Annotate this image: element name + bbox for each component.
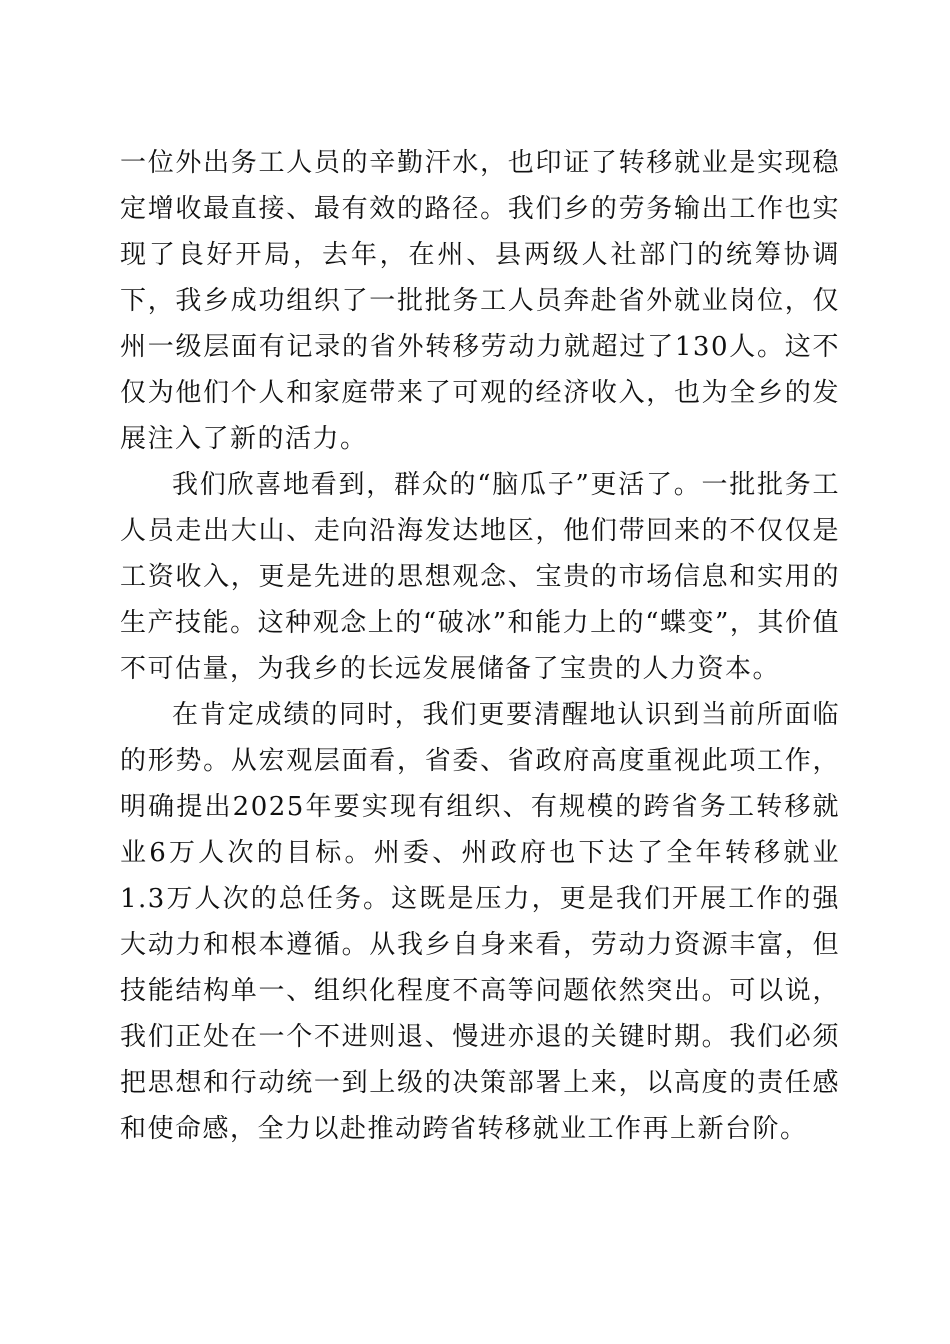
paragraph-migrant-workers-mindset: 我们欣喜地看到，群众的“脑瓜子”更活了。一批批务工人员走出大山、走向沿海发达地区，他们带回来的不仅仅是工资收入，更是先进的思想观念、宝贵的市场信息和实用的生产技能。这种观念上的“破冰”和能力上的“蝶变”，其价值不可估量，为我乡的长远发展储备了宝贵的人力资本。 xyxy=(120,470,840,684)
paragraph-current-situation: 在肯定成绩的同时，我们更要清醒地认识到当前所面临的形势。从宏观层面看，省委、省政府高度重视此项工作，明确提出2025年要实现有组织、有规模的跨省务工转移就业6万人次的目标。州委、州政府也下达了全年转移就业1.3万人次的总任务。这既是压力，更是我们开展工作的强大动力和根本遵循。从我乡自身来看，劳动力资源丰富，但技能结构单一、组织化程度不高等问题依然突出。可以说，我们正处在一个不进则退、慢进亦退的关键时期。我们必须把思想和行动统一到上级的决策部署上来，以高度的责任感和使命感，全力以赴推动跨省转移就业工作再上新台阶。 xyxy=(120,700,840,1144)
paragraph-continued: 一位外出务工人员的辛勤汗水，也印证了转移就业是实现稳定增收最直接、最有效的路径。我们乡的劳务输出工作也实现了良好开局，去年，在州、县两级人社部门的统筹协调下，我乡成功组织了一批批务工人员奔赴省外就业岗位，仅州一级层面有记录的省外转移劳动力就超过了130人。这不仅为他们个人和家庭带来了可观的经济收入，也为全乡的发展注入了新的活力。 xyxy=(120,148,840,454)
document-body xyxy=(120,140,840,1152)
